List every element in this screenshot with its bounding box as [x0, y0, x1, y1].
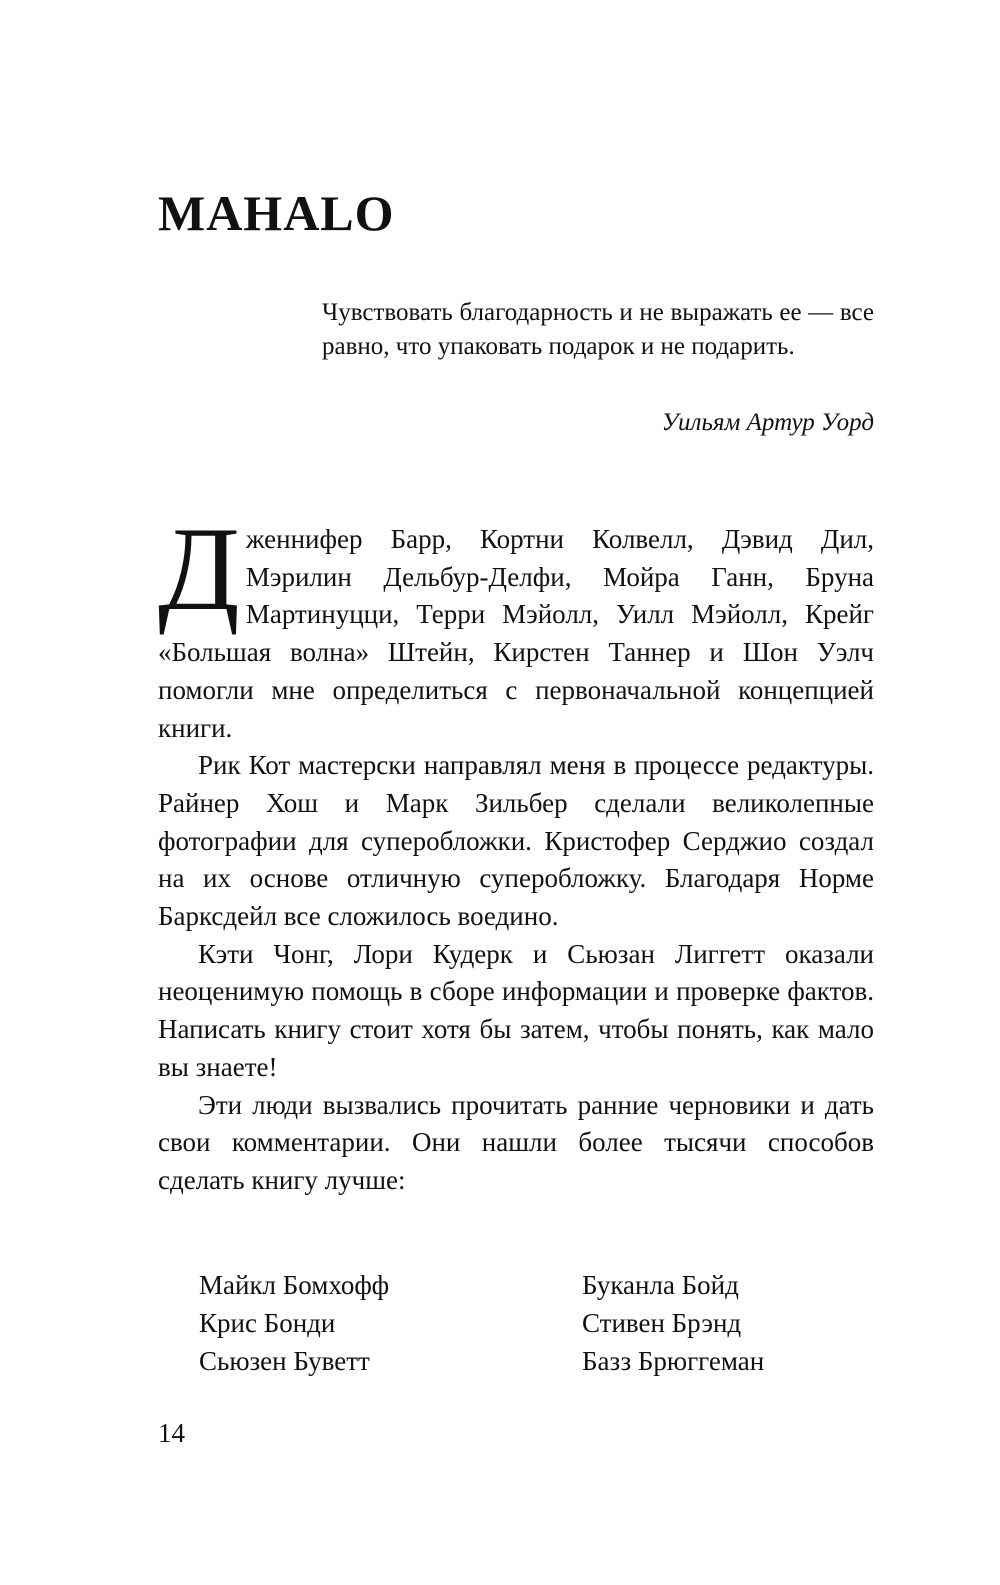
reviewer-name: Майкл Бомхофф — [199, 1270, 390, 1300]
reviewer-name: Стивен Брэнд — [582, 1308, 742, 1338]
chapter-title: MAHALO — [158, 185, 395, 241]
reviewer-name: Базз Брюггеман — [582, 1346, 765, 1376]
drop-cap: Д — [158, 502, 240, 635]
page-number: 14 — [158, 1418, 185, 1448]
reviewer-name: Крис Бонди — [199, 1308, 336, 1338]
reviewer-name: Сьюзен Буветт — [199, 1346, 370, 1376]
paragraph: Эти люди вызвались прочитать ранние черновики и дать свои комментарии. Они нашли более тысячи способов сделать книгу лучше: — [158, 1089, 874, 1195]
paragraph: Рик Кот мастерски направлял меня в процессе редактуры. Райнер Хош и Марк Зильбер сделали великолепные фотографии для суперобложки. Кристофер Серджио создал на их основе отличную суперобложку. Благодаря Норме Барксдейл все сложилось воедино. — [158, 750, 874, 932]
epigraph-author: Уильям Артур Уорд — [661, 409, 874, 436]
paragraph-text: женнифер Барр, Кортни Колвелл, Дэвид Дил, Мэрилин Дельбур-Делфи, Мойра Ганн, Бруна Мартинуцци, Терри Мэйолл, Уилл Мэйолл, Крейг «Большая волна» Штейн, Кирстен Таннер и Шон Уэлч помогли мне определиться с первоначальной концепцией книги. — [158, 524, 874, 743]
body-text — [158, 502, 874, 1200]
reviewer-name: Буканла Бойд — [582, 1270, 739, 1300]
paragraph — [158, 502, 874, 747]
epigraph-text: Чувствовать благодарность и не выражать ее — все равно, что упаковать подарок и не подарить. — [322, 299, 874, 360]
reviewers-column-right — [582, 1266, 764, 1380]
reviewers-column-left — [199, 1266, 389, 1380]
paragraph: Кэти Чонг, Лори Кудерк и Сьюзан Лиггетт оказали неоценимую помощь в сборе информации и проверке фактов. Написать книгу стоит хотя бы затем, чтобы понять, как мало вы знаете! — [158, 938, 874, 1082]
